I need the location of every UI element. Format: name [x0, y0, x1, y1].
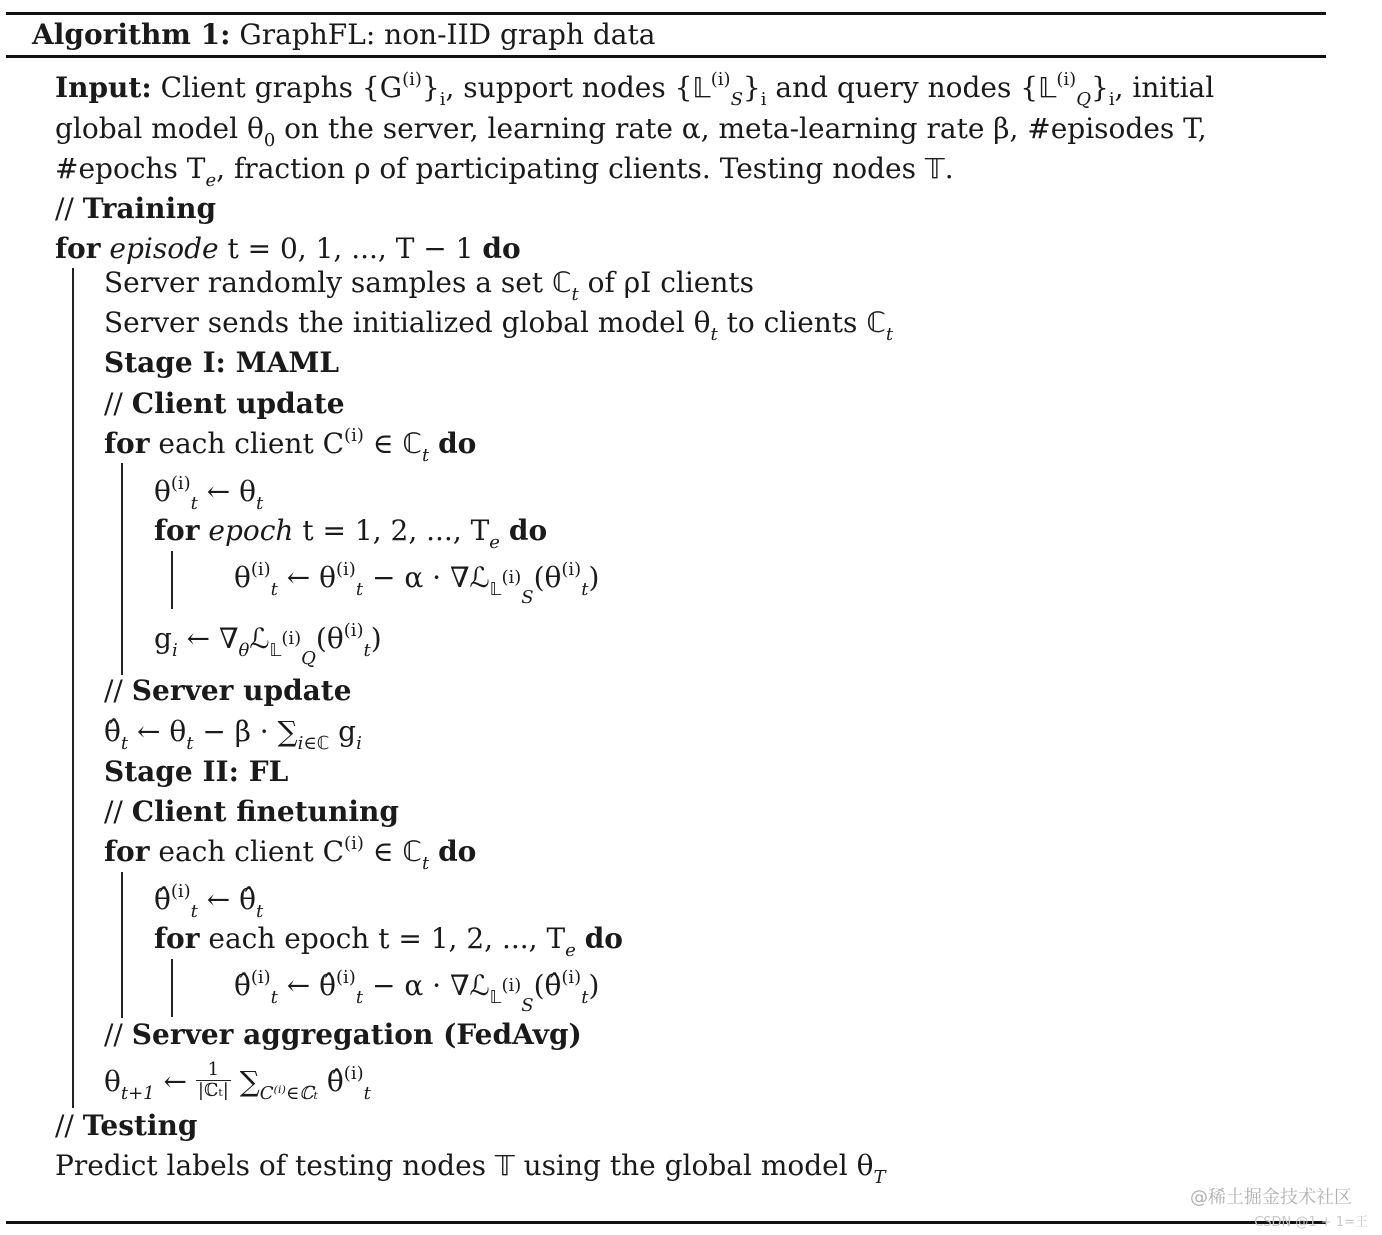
- caption-rule: [6, 55, 1326, 58]
- for-epoch-line: for epoch t = 1, 2, ..., $T_e$ do: [154, 514, 548, 553]
- for-each-epoch-line: for each epoch t = 1, 2, ..., $T_e$ do: [154, 922, 623, 961]
- input-line-3: #epochs $T_e$, fraction ρ of participating clients. Testing nodes 𝕋.: [55, 152, 954, 191]
- send-model-line: Server sends the initialized global model $\theta_t$ to clients ℂ$_t$: [104, 306, 894, 345]
- query-gradient-line: $g_i$ ← $\nabla_\theta ℒ_{𝕃^{(i)}_Q}(\theta^{(i)}_t)$: [154, 620, 382, 669]
- stage-2-heading: Stage II: FL: [104, 755, 289, 788]
- algorithm-label: Algorithm 1:: [32, 18, 231, 51]
- input-label: Input:: [55, 71, 152, 104]
- local-update-line: $\theta^{(i)}_t$ ← $\theta^{(i)}_t - \alpha$ · $\nabla ℒ_{𝕃^{(i)}_S}(\theta^{(i)}_t)$: [234, 559, 600, 608]
- comment-client-update: // Client update: [104, 387, 345, 420]
- sample-clients-line: Server randomly samples a set ℂ$_t$ of ρI clients: [104, 266, 755, 305]
- bottom-rule: [6, 1221, 1326, 1224]
- comment-training: // Training: [55, 192, 217, 225]
- for-client-line-1: for each client $C^{(i)}$ ∈ ℂ$_t$ do: [104, 425, 477, 466]
- predict-line: Predict labels of testing nodes 𝕋 using the global model $\theta_T$: [55, 1149, 886, 1188]
- server-update-line: $\thetâ_t$ ← $\theta_t - \beta \cdot \sum_{i\in ℂ}$ $g_i$: [104, 715, 362, 754]
- algorithm-caption: [32, 18, 655, 51]
- watermark-csdn: CSDN @1 + 1=王: [1254, 1215, 1368, 1230]
- top-rule: [6, 12, 1326, 15]
- watermark-juejin: @稀土掘金技术社区: [1190, 1187, 1352, 1208]
- algorithm-title: GraphFL: non-IID graph data: [239, 18, 656, 51]
- episode-loop-bar: [72, 268, 74, 1108]
- stage-1-heading: Stage I: MAML: [104, 346, 340, 379]
- client-loop-bar-1: [121, 463, 123, 675]
- for-client-line-2: for each client $C^{(i)}$ ∈ ℂ$_t$ do: [104, 833, 477, 874]
- comment-testing: // Testing: [55, 1109, 198, 1142]
- epoch-loop-bar-1: [171, 551, 173, 609]
- comment-server-update: // Server update: [104, 674, 352, 707]
- input-line-1: Input: Client graphs $\{G^{(i)}\}_i$, support nodes $\{𝕃^{(i)}_S\}_i$ and query nodes $\{𝕃^{(i)}_Q\}_i$, initial: [55, 69, 1215, 110]
- epoch-loop-bar-2: [171, 959, 173, 1017]
- comment-server-aggregation: // Server aggregation (FedAvg): [104, 1018, 582, 1051]
- comment-client-finetuning: // Client finetuning: [104, 795, 399, 828]
- client-loop-bar-2: [121, 872, 123, 1018]
- input-line-2: global model $\theta_0$ on the server, learning rate α, meta-learning rate β, #episodes T,: [55, 112, 1207, 151]
- finetune-update-line: θ̂$^{(i)}_t$ ← θ̂$^{(i)}_t$ − α · ∇ℒ$_{𝕃^{(i)}_S}$(θ̂$^{(i)}_t$): [234, 967, 600, 1016]
- theta-init-line: $\theta^{(i)}_t$ ← $\theta_t$: [154, 473, 264, 514]
- finetune-init-line: θ̂$^{(i)}_t$ ← $\thetâ_t$: [154, 881, 264, 922]
- for-episode-line: for episode t = 0, 1, ..., T − 1 do: [55, 232, 521, 265]
- aggregation-line: $\theta_{t+1}$ ← 1 |ℂₜ| $\sum_{C^{(i)}\in ℂ_t}$ θ̂$^{(i)}_t$: [104, 1059, 371, 1104]
